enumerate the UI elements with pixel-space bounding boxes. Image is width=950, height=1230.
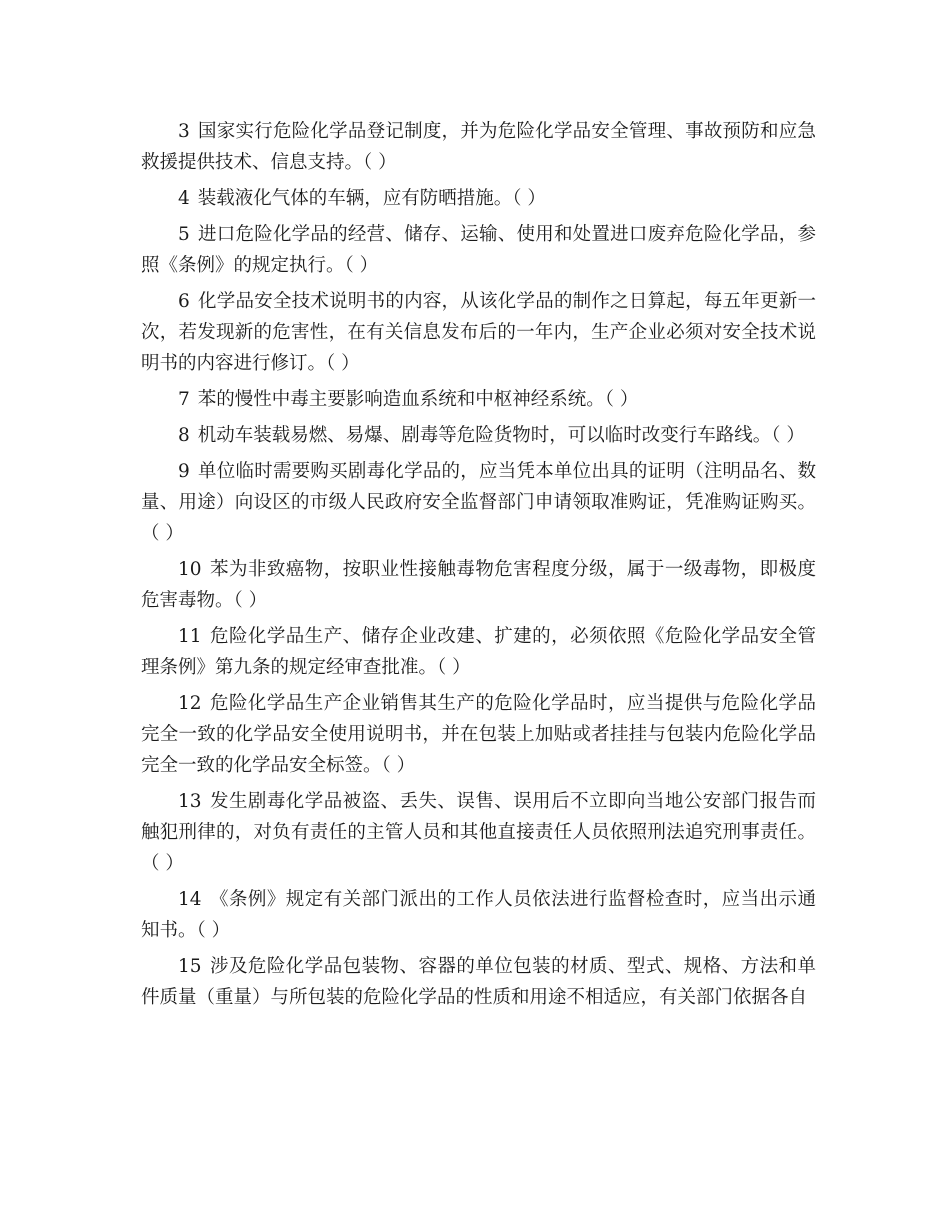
- question-number: 6: [178, 291, 190, 312]
- question-number: 13: [178, 791, 202, 812]
- question-number: 14: [178, 889, 202, 910]
- question-item: [141, 884, 816, 946]
- question-item: [141, 286, 816, 379]
- question-item: [141, 951, 816, 1013]
- question-text: 化学品安全技术说明书的内容，从该化学品的制作之日算起，每五年更新一次，若发现新的危害性，在有关信息发布后的一年内，生产企业必须对安全技术说明书的内容进行修订。（ ）: [141, 291, 816, 374]
- question-list: [141, 116, 816, 1018]
- question-item: [141, 384, 816, 415]
- question-number: 4: [178, 188, 190, 209]
- question-number: 7: [178, 389, 190, 410]
- question-item: [141, 183, 816, 214]
- question-text: 发生剧毒化学品被盗、丢失、误售、误用后不立即向当地公安部门报告而触犯刑律的，对负有责任的主管人员和其他直接责任人员依照刑法追究刑事责任。（ ）: [141, 791, 816, 874]
- question-number: 9: [178, 461, 190, 482]
- question-item: [141, 219, 816, 281]
- question-text: 国家实行危险化学品登记制度，并为危险化学品安全管理、事故预防和应急救援提供技术、信息支持。（ ）: [141, 121, 816, 173]
- question-number: 11: [178, 626, 202, 647]
- question-text: 涉及危险化学品包装物、容器的单位包装的材质、型式、规格、方法和单件质量（重量）与所包装的危险化学品的性质和用途不相适应，有关部门依据各自: [141, 956, 816, 1008]
- question-text: 危险化学品生产、储存企业改建、扩建的，必须依照《危险化学品安全管理条例》第九条的规定经审查批准。（ ）: [141, 626, 816, 678]
- question-text: 进口危险化学品的经营、储存、运输、使用和处置进口废弃危险化学品，参照《条例》的规定执行。（ ）: [141, 224, 816, 276]
- question-text: 苯为非致癌物，按职业性接触毒物危害程度分级，属于一级毒物，即极度危害毒物。（ ）: [141, 559, 816, 611]
- question-item: [141, 786, 816, 879]
- question-number: 8: [178, 425, 190, 446]
- question-item: [141, 116, 816, 178]
- question-number: 12: [178, 693, 202, 714]
- question-item: [141, 554, 816, 616]
- question-number: 5: [178, 224, 190, 245]
- question-item: [141, 456, 816, 549]
- question-item: [141, 420, 816, 451]
- question-text: 装载液化气体的车辆，应有防晒措施。（ ）: [197, 188, 546, 209]
- question-item: [141, 621, 816, 683]
- question-number: 3: [178, 121, 190, 142]
- question-text: 苯的慢性中毒主要影响造血系统和中枢神经系统。（ ）: [197, 389, 639, 410]
- question-text: 危险化学品生产企业销售其生产的危险化学品时，应当提供与危险化学品完全一致的化学品安全使用说明书，并在包装上加贴或者挂挂与包装内危险化学品完全一致的化学品安全标签。（ ）: [141, 693, 816, 776]
- question-number: 10: [178, 559, 202, 580]
- question-text: 《条例》规定有关部门派出的工作人员依法进行监督检查时，应当出示通知书。（ ）: [141, 889, 816, 941]
- question-item: [141, 688, 816, 781]
- question-text: 单位临时需要购买剧毒化学品的，应当凭本单位出具的证明（注明品名、数量、用途）向设区的市级人民政府安全监督部门申请领取准购证，凭准购证购买。（ ）: [141, 461, 816, 544]
- question-number: 15: [178, 956, 202, 977]
- question-text: 机动车装载易燃、易爆、剧毒等危险货物时，可以临时改变行车路线。（ ）: [197, 425, 805, 446]
